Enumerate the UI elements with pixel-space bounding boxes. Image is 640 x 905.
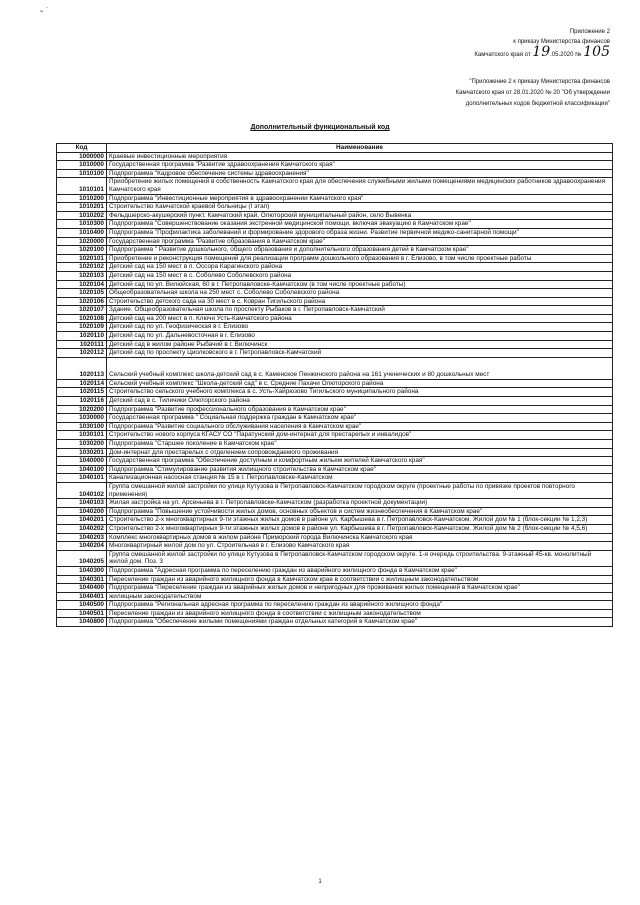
- row-name: жилищным законодательством: [107, 592, 613, 601]
- row-name: Сельский учебный комплекс школа-детский сад в с. Каменское Пенжинского района на 161 ученических и 80 дошкольных мест: [107, 357, 613, 379]
- table-row: [57, 601, 613, 610]
- order-reference: к приказу Министерства финансов: [513, 39, 610, 45]
- row-name: Строительство 2-х многоквартирных 9-ти этажных жилых домов в районе ул. Карбышева в г. Петропавловск-Камчатском. Жилой дом № 2 (блок-секции № 4,5,6): [107, 524, 613, 533]
- row-name: Детский сад в с. Тиличики Олюторского района: [107, 397, 613, 406]
- row-code: 1020108: [57, 314, 107, 323]
- row-name: Группа смешанной жилой застройки по улице Кутузова в Петропавловск-Камчатском городском округе (проектные работы по привязке проектов повторного применения): [107, 482, 613, 498]
- row-code: 1020101: [57, 254, 107, 263]
- table-row: [57, 474, 613, 483]
- table-row: [57, 507, 613, 516]
- table-row: [57, 254, 613, 263]
- table-row: [57, 609, 613, 618]
- row-code: 1010300: [57, 220, 107, 229]
- row-code: 1020116: [57, 397, 107, 406]
- row-code: 1020114: [57, 379, 107, 388]
- row-code: 1040400: [57, 584, 107, 593]
- table-row: [57, 280, 613, 289]
- row-name: Детский сад в жилом районе Рыбачий в г. Вилючинск: [107, 340, 613, 349]
- row-name: Подпрограмма "Инвестиционные мероприятия в здравоохранении Камчатского края": [107, 194, 613, 203]
- row-name: Здание. Общеобразовательная школа по проспекту Рыбаков в г. Петропавловск-Камчатский: [107, 306, 613, 315]
- row-name: Переселение граждан из аварийного жилищного фонда в Камчатском крае в соответствии с жилищным законодательством: [107, 575, 613, 584]
- column-header-name: Наименование: [107, 144, 613, 153]
- table-row: [57, 246, 613, 255]
- table-row: [57, 228, 613, 237]
- row-name: Подпрограмма "Развитие профессионального образования в Камчатском крае": [107, 405, 613, 414]
- row-code: 1020103: [57, 271, 107, 280]
- table-row: [57, 388, 613, 397]
- order-date-prefix: Камчатского края от: [474, 52, 531, 58]
- row-name: Подпрограмма " Развитие дошкольного, общего образования и дополнительного образования детей в Камчатском крае": [107, 246, 613, 255]
- table-row: [57, 194, 613, 203]
- row-code: 1030100: [57, 422, 107, 431]
- table-row: [57, 414, 613, 423]
- row-name: Переселение граждан из аварийного жилищного фонда в соответствии с жилищным законодательством: [107, 609, 613, 618]
- row-name: Подпрограмма "Повышение устойчивости жилых домов, основных объектов и систем жизнеобеспечения в Камчатском крае": [107, 507, 613, 516]
- row-name: Государственная программа "Обеспечение доступным и комфортным жильем жителей Камчатского края": [107, 457, 613, 466]
- row-code: 1020100: [57, 246, 107, 255]
- row-name: Подпрограмма "Обеспечение жилыми помещениями граждан отдельных категорий в Камчатском крае": [107, 618, 613, 627]
- row-code: 1010200: [57, 194, 107, 203]
- table-row: [57, 379, 613, 388]
- table-row: [57, 323, 613, 332]
- row-code: 1010101: [57, 178, 107, 194]
- table-row: [57, 618, 613, 627]
- table-row: [57, 237, 613, 246]
- row-code: 1010000: [57, 161, 107, 170]
- table-row: [57, 457, 613, 466]
- row-code: 1040401: [57, 592, 107, 601]
- row-code: 1020111: [57, 340, 107, 349]
- row-name: Детский сад по ул. Дальневосточная в г. Елизово: [107, 332, 613, 341]
- quoted-appendix-line2: Камчатского края от 28.01.2020 № 20 "Об утверждении: [455, 90, 610, 96]
- row-name: Строительство сельского учебного комплекса в с. Усть-Хайрюзово Тигильского муниципального района: [107, 388, 613, 397]
- row-name: Строительство детского сада на 30 мест в с. Ковран Тигильского района: [107, 297, 613, 306]
- row-code: 1020000: [57, 237, 107, 246]
- row-name: Подпрограмма "Стимулирование развития жилищного строительства в Камчатском крае": [107, 465, 613, 474]
- row-name: Детский сад на 200 мест в п. Ключи Усть-Камчатского района: [107, 314, 613, 323]
- row-code: 1020200: [57, 405, 107, 414]
- table-row: [57, 397, 613, 406]
- row-name: Строительство нового корпуса КГАСУ СО "Паратунский дом-интернат для престарелых и инвалидов": [107, 431, 613, 440]
- table-row: [57, 349, 613, 358]
- table-row: [57, 161, 613, 170]
- row-code: 1020115: [57, 388, 107, 397]
- row-code: 1040500: [57, 601, 107, 610]
- row-name: Общеобразовательная школа на 250 мест с. Соболево Соболевского района: [107, 289, 613, 298]
- row-name: Государственная программа " Социальная поддержка граждан в Камчатском крае": [107, 414, 613, 423]
- row-code: 1010201: [57, 203, 107, 212]
- table-row: [57, 306, 613, 315]
- table-row: [57, 211, 613, 220]
- table-row: [57, 357, 613, 379]
- row-name: Детский сад по проспекту Циолковского в г. Петропавловск-Камчатский: [107, 349, 613, 358]
- row-code: 1020107: [57, 306, 107, 315]
- row-code: 1040103: [57, 499, 107, 508]
- table-row: [57, 584, 613, 593]
- row-code: 1010202: [57, 211, 107, 220]
- table-header-row: [57, 144, 613, 153]
- row-name: Дом-интернат для престарелых с отделением сопровождаемого проживания: [107, 448, 613, 457]
- row-name: Фельдшерско-акушерский пункт. Камчатский край, Олюторский муниципальный район, село Вывенка: [107, 211, 613, 220]
- row-code: 1010100: [57, 169, 107, 178]
- table-body: [57, 152, 613, 626]
- row-code: 1030000: [57, 414, 107, 423]
- row-code: 1040101: [57, 474, 107, 483]
- table-row: [57, 220, 613, 229]
- row-code: 1030200: [57, 440, 107, 449]
- row-name: Подпрограмма "Старшее поколение в Камчатском крае": [107, 440, 613, 449]
- handwritten-day: 19: [532, 44, 551, 60]
- table-row: [57, 499, 613, 508]
- row-name: Государственная программа "Развитие образования в Камчатском крае": [107, 237, 613, 246]
- row-name: Комплекс многоквартирных домов в жилом районе Приморский города Вилючинска Камчатского края: [107, 533, 613, 542]
- row-name: Многоквартирный жилой дом по ул. Строительная в г. Елизово Камчатского края: [107, 542, 613, 551]
- table-row: [57, 203, 613, 212]
- row-code: 1030101: [57, 431, 107, 440]
- table-row: [57, 533, 613, 542]
- row-code: 1040000: [57, 457, 107, 466]
- row-code: 1040300: [57, 566, 107, 575]
- row-name: Подпрограмма "Переселение граждан из аварийных жилых домов и непригодных для проживания жилых помещений в Камчатском крае": [107, 584, 613, 593]
- page-number: 1: [318, 879, 322, 885]
- row-name: Жилая застройка на ул. Арсеньева в г. Петропавловске-Камчатском (разработка проектной документации): [107, 499, 613, 508]
- row-code: 1020102: [57, 263, 107, 272]
- row-name: Подпрограмма "Совершенствование оказания экстренной медицинской помощи, включая эвакуацию в Камчатском крае": [107, 220, 613, 229]
- row-name: Детский сад по ул. Геофизическая в г. Елизово: [107, 323, 613, 332]
- table-row: [57, 550, 613, 566]
- row-name: Группа смешанной жилой застройки по улице Кутузова в Петропавловск-Камчатском городском округе. 1-я очередь строительства. 9-этажный 45-кв. монолитный жилой дом. Поз. 3: [107, 550, 613, 566]
- row-code: 1020105: [57, 289, 107, 298]
- row-code: 1020104: [57, 280, 107, 289]
- document-title: Дополнительный функциональный код: [250, 124, 390, 131]
- row-name: Канализационная насосная станция № 15 в г. Петропавловске-Камчатском: [107, 474, 613, 483]
- row-code: 1020113: [57, 357, 107, 379]
- row-code: 1040301: [57, 575, 107, 584]
- appendix-label: Приложение 2: [569, 29, 610, 35]
- row-name: Краевые инвестиционные мероприятия: [107, 152, 613, 161]
- table-row: [57, 297, 613, 306]
- row-code: 1020106: [57, 297, 107, 306]
- row-code: 1020112: [57, 349, 107, 358]
- table-row: [57, 289, 613, 298]
- row-name: Приобретение жилых помещений в собственность Камчатского края для обеспечения служебными жилыми помещениями медицинских работников здравоохранения Камчатского края: [107, 178, 613, 194]
- row-name: Детский сад на 150 мест в п. Оссора Карагинского района: [107, 263, 613, 272]
- row-code: 1040204: [57, 542, 107, 551]
- table-row: [57, 169, 613, 178]
- table-row: [57, 405, 613, 414]
- row-code: 1040201: [57, 516, 107, 525]
- order-date: .05.2020 №: [550, 52, 582, 58]
- table-row: [57, 152, 613, 161]
- margin-mark: ᵕ ˙: [40, 6, 49, 16]
- row-name: Подпрограмма "Региональная адресная программа по переселению граждан из аварийного жилищного фонда": [107, 601, 613, 610]
- table-row: [57, 575, 613, 584]
- table-row: [57, 482, 613, 498]
- row-code: 1000000: [57, 152, 107, 161]
- row-code: 1040800: [57, 618, 107, 627]
- table-row: [57, 542, 613, 551]
- row-name: Строительство Камчатской краевой больницы (I этап): [107, 203, 613, 212]
- row-code: 1040102: [57, 482, 107, 498]
- table-row: [57, 178, 613, 194]
- table-row: [57, 465, 613, 474]
- table-row: [57, 314, 613, 323]
- table-row: [57, 431, 613, 440]
- row-name: Строительство 2-х многоквартирных 9-ти этажных жилых домов в районе ул. Карбышева в г. Петропавловск-Камчатском. Жилой дом № 1 (блок-секции № 1,2,3): [107, 516, 613, 525]
- row-code: 1040203: [57, 533, 107, 542]
- row-code: 1040202: [57, 524, 107, 533]
- table-row: [57, 422, 613, 431]
- row-code: 1040100: [57, 465, 107, 474]
- row-name: Детский сад по ул. Вилюйская, 60 в г. Петропавловске-Камчатском (в том числе проектные работы): [107, 280, 613, 289]
- table-row: [57, 263, 613, 272]
- row-code: 1040501: [57, 609, 107, 618]
- row-name: Сельский учебный комплекс "Школа-детский сад" в с. Средние Пахачи Олюторского района: [107, 379, 613, 388]
- row-name: Подпрограмма "Кадровое обеспечение системы здравоохранения": [107, 169, 613, 178]
- row-code: 1010400: [57, 228, 107, 237]
- row-code: 1040205: [57, 550, 107, 566]
- row-name: Детский сад на 150 мест в с. Соболево Соболевского района: [107, 271, 613, 280]
- row-name: Подпрограмма "Адресная программа по переселению граждан из аварийного жилищного фонда в Камчатском крае": [107, 566, 613, 575]
- table-row: [57, 271, 613, 280]
- table-row: [57, 566, 613, 575]
- table-row: [57, 592, 613, 601]
- table-row: [57, 340, 613, 349]
- table-row: [57, 524, 613, 533]
- table-row: [57, 448, 613, 457]
- table-row: [57, 516, 613, 525]
- row-name: Государственная программа "Развитие здравоохранения Камчатского края": [107, 161, 613, 170]
- row-name: Подпрограмма "Развитие социального обслуживания населения в Камчатском крае": [107, 422, 613, 431]
- handwritten-number: 105: [583, 44, 610, 60]
- quoted-appendix-line1: "Приложение 2 к приказу Министерства финансов: [469, 79, 610, 85]
- row-code: 1040200: [57, 507, 107, 516]
- row-name: Приобретение и реконструкция помещений для реализации программ дошкольного образования в г. Елизово, в том числе проектные работы: [107, 254, 613, 263]
- order-date-line: [474, 44, 610, 60]
- row-name: Подпрограмма "Профилактика заболеваний и формирование здорового образа жизни. Развитие первичной медико-санитарной помощи": [107, 228, 613, 237]
- row-code: 1020109: [57, 323, 107, 332]
- row-code: 1030201: [57, 448, 107, 457]
- functional-code-table: [56, 143, 613, 627]
- column-header-code: Код: [57, 144, 107, 153]
- table-row: [57, 440, 613, 449]
- row-code: 1020110: [57, 332, 107, 341]
- table-row: [57, 332, 613, 341]
- quoted-appendix-line3: дополнительных кодов бюджетной классификации": [465, 101, 610, 107]
